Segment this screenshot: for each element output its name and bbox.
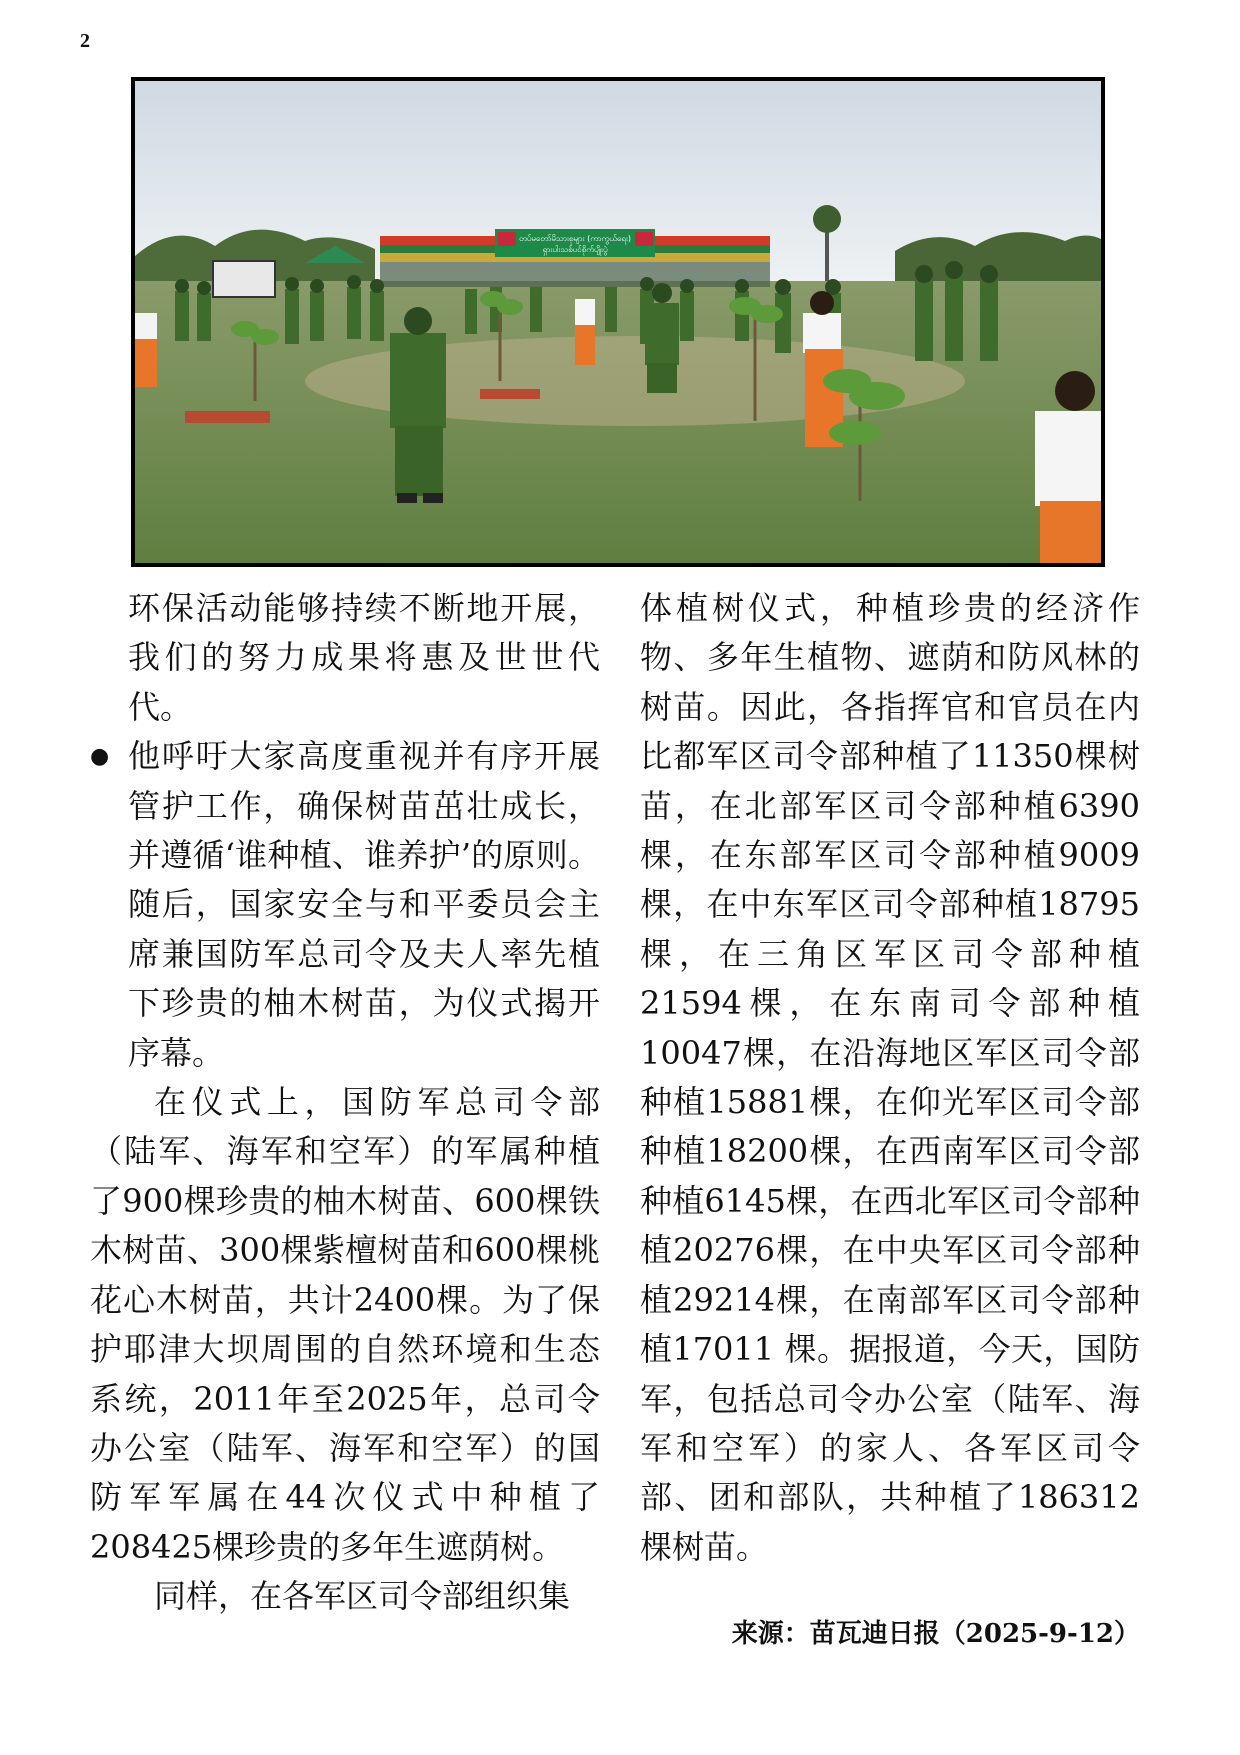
source-credit: 来源：苗瓦迪日报（2025-9-12） xyxy=(731,1619,1140,1649)
bullet-paragraph: 他呼吁大家高度重视并有序开展管护工作，确保树苗茁壮成长，并遵循‘谁种植、谁养护’的原则。随后，国家安全与和平委员会主席兼国防军总司令及夫人率先植下珍贵的柚木树苗，为仪式揭开序幕。 xyxy=(128,737,600,1072)
bullet-icon: ● xyxy=(90,744,110,770)
tree-planting-ceremony-photo-icon xyxy=(135,81,1101,563)
article-column-right xyxy=(640,584,1140,1572)
article-photo xyxy=(131,77,1105,567)
commands-paragraph-continued: 体植树仪式，种植珍贵的经济作物、多年生植物、遮荫和防风林的树苗。因此，各指挥官和官员在内比都军区司令部种植了11350棵树苗，在北部军区司令部种植6390棵，在东部军区司令部种植9009棵，在中东军区司令部种植18795棵，在三角区军区司令部种植21594棵，在东南司令部种植10047棵，在沿海地区军区司令部种植15881棵，在仰光军区司令部种植18200棵，在西南军区司令部种植6145棵，在西北军区司令部种植20276棵，在中央军区司令部种植29214棵，在南部军区司令部种植17011 棵。据报道，今天，国防军，包括总司令办公室（陆军、海军和空军）的家人、各军区司令部、团和部队，共种植了186312棵树苗。 xyxy=(640,589,1140,1566)
bullet-list-item xyxy=(90,732,600,1078)
ceremony-paragraph: 在仪式上，国防军总司令部（陆军、海军和空军）的军属种植了900棵珍贵的柚木树苗、600棵铁木树苗、300棵紫檀树苗和600棵桃花心木树苗，共计2400棵。为了保护耶津大坝周围的自然环境和生态系统，2011年至2025年，总司令办公室（陆军、海军和空军）的国防军军属在44次仪式中种植了208425棵珍贵的多年生遮荫树。 xyxy=(90,1083,600,1566)
svg-text:တပ်မတော်မိသားစုများ (ကာကွယ်ရေး: တပ်မတော်မိသားစုများ (ကာကွယ်ရေး) xyxy=(518,234,632,243)
commands-paragraph-start: 同样，在各军区司令部组织集 xyxy=(154,1577,571,1616)
article-column-left xyxy=(90,584,600,1622)
continuation-paragraph: 环保活动能够持续不断地开展，我们的努力成果将惠及世世代代。 xyxy=(128,589,600,726)
svg-text:ရှားပါးသစ်ပင်စိုက်ပျိုးပွဲ: ရှားပါးသစ်ပင်စိုက်ပျိုးပွဲ xyxy=(542,245,608,254)
page-number: 2 xyxy=(80,30,90,52)
